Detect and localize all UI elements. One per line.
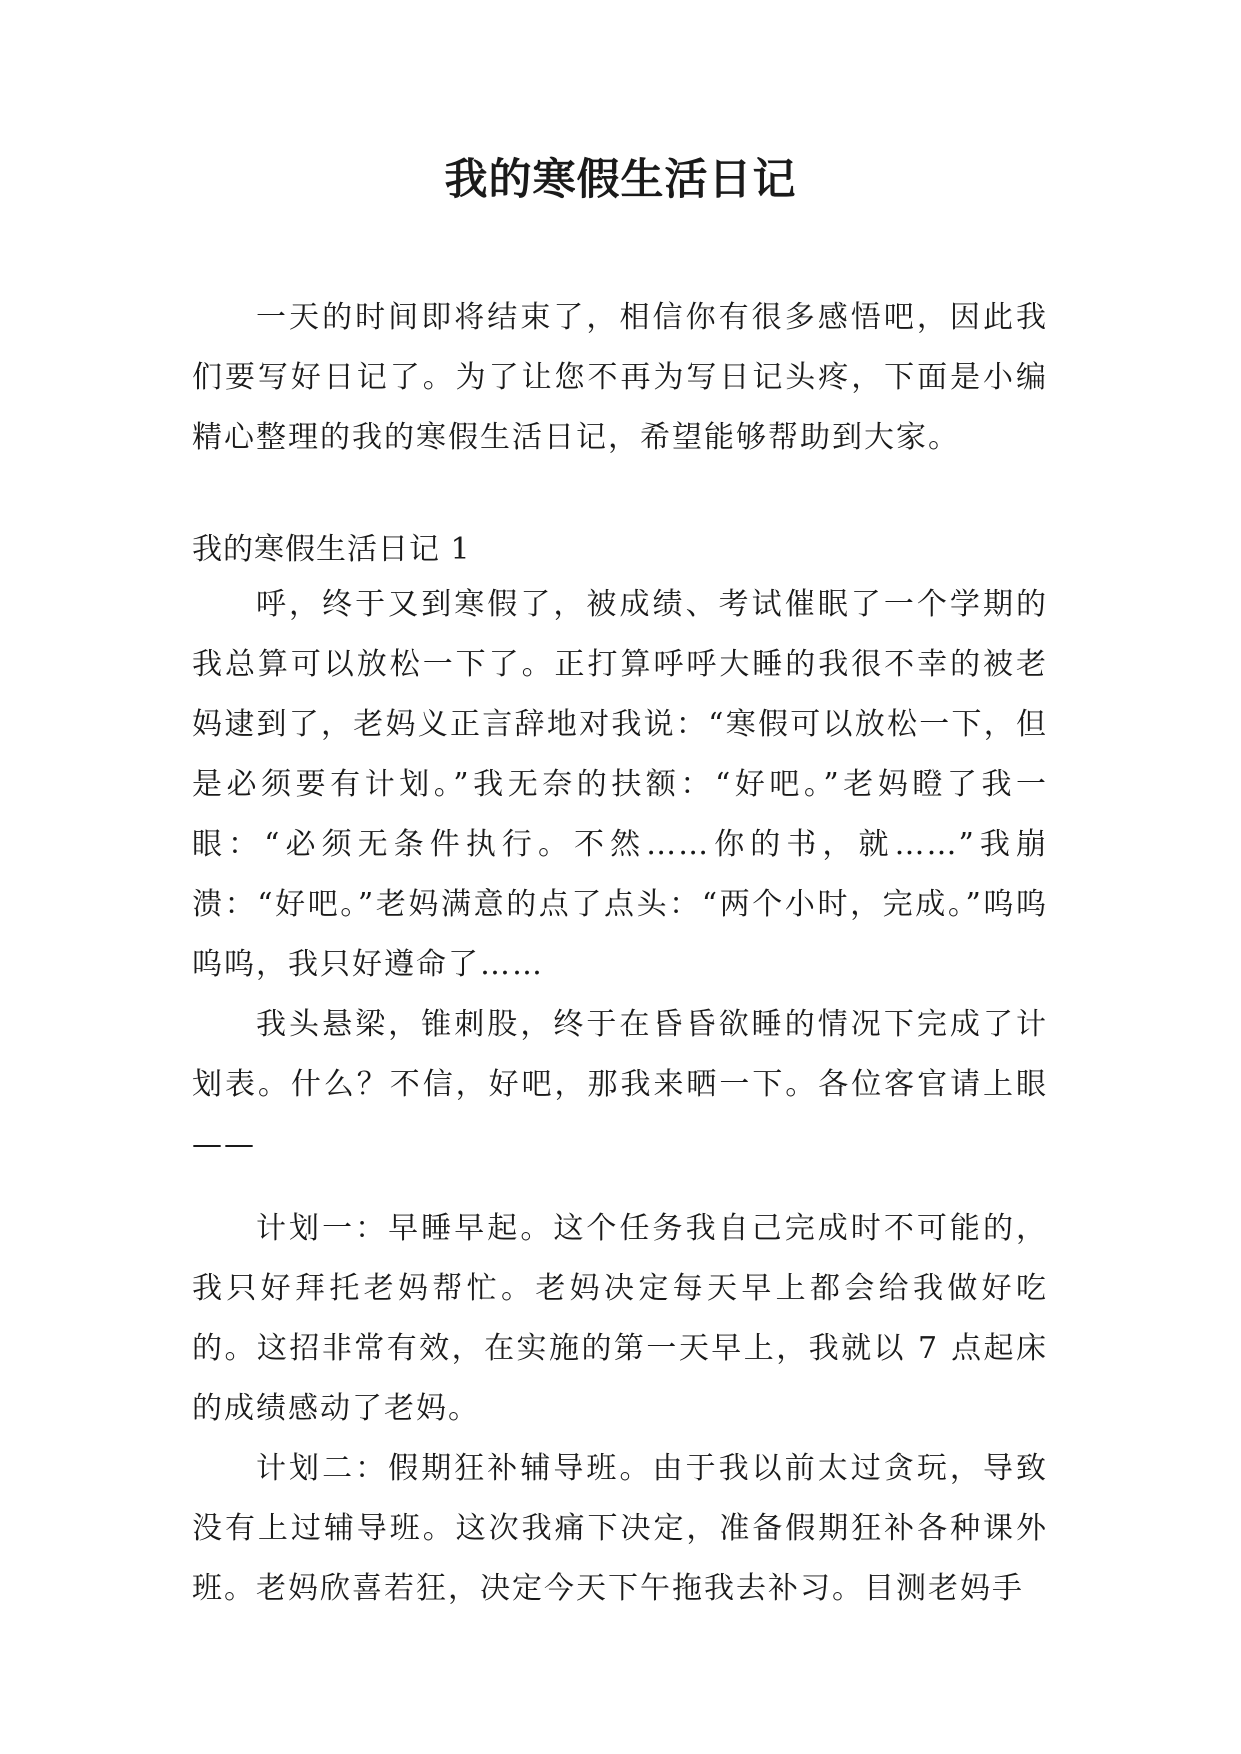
diary-paragraph: 计划二：假期狂补辅导班。由于我以前太过贪玩，导致没有上过辅导班。这次我痛下决定，准备假期狂补各种课外班。老妈欣喜若狂，决定今天下午拖我去补习。目测老妈手 [192,1451,1048,1606]
section-heading: 我的寒假生活日记 1 [192,532,471,567]
intro-section [192,288,1048,468]
diary-paragraph: 计划一：早睡早起。这个任务我自己完成时不可能的，我只好拜托老妈帮忙。老妈决定每天早上都会给我做好吃的。这招非常有效，在实施的第一天早上，我就以 7 点起床的成绩感动了老妈。 [192,1211,1048,1426]
paragraph-gap [192,1175,1048,1199]
intro-paragraph: 一天的时间即将结束了，相信你有很多感悟吧，因此我们要写好日记了。为了让您不再为写日记头疼，下面是小编精心整理的我的寒假生活日记，希望能够帮助到大家。 [192,300,1048,455]
diary-paragraph: 我头悬梁，锥刺股，终于在昏昏欲睡的情况下完成了计划表。什么？不信，好吧，那我来晒一下。各位客官请上眼—— [192,1007,1048,1162]
document-title: 我的寒假生活日记 [444,155,797,205]
diary-body [192,575,1048,1619]
diary-paragraph: 呼，终于又到寒假了，被成绩、考试催眠了一个学期的我总算可以放松一下了。正打算呼呼大睡的我很不幸的被老妈逮到了，老妈义正言辞地对我说：“寒假可以放松一下，但是必须要有计划。”我无奈的扶额：“好吧。”老妈瞪了我一眼：“必须无条件执行。不然……你的书，就……”我崩溃：“好吧。”老妈满意的点了点头：“两个小时，完成。”呜呜呜呜，我只好遵命了…… [192,587,1048,982]
